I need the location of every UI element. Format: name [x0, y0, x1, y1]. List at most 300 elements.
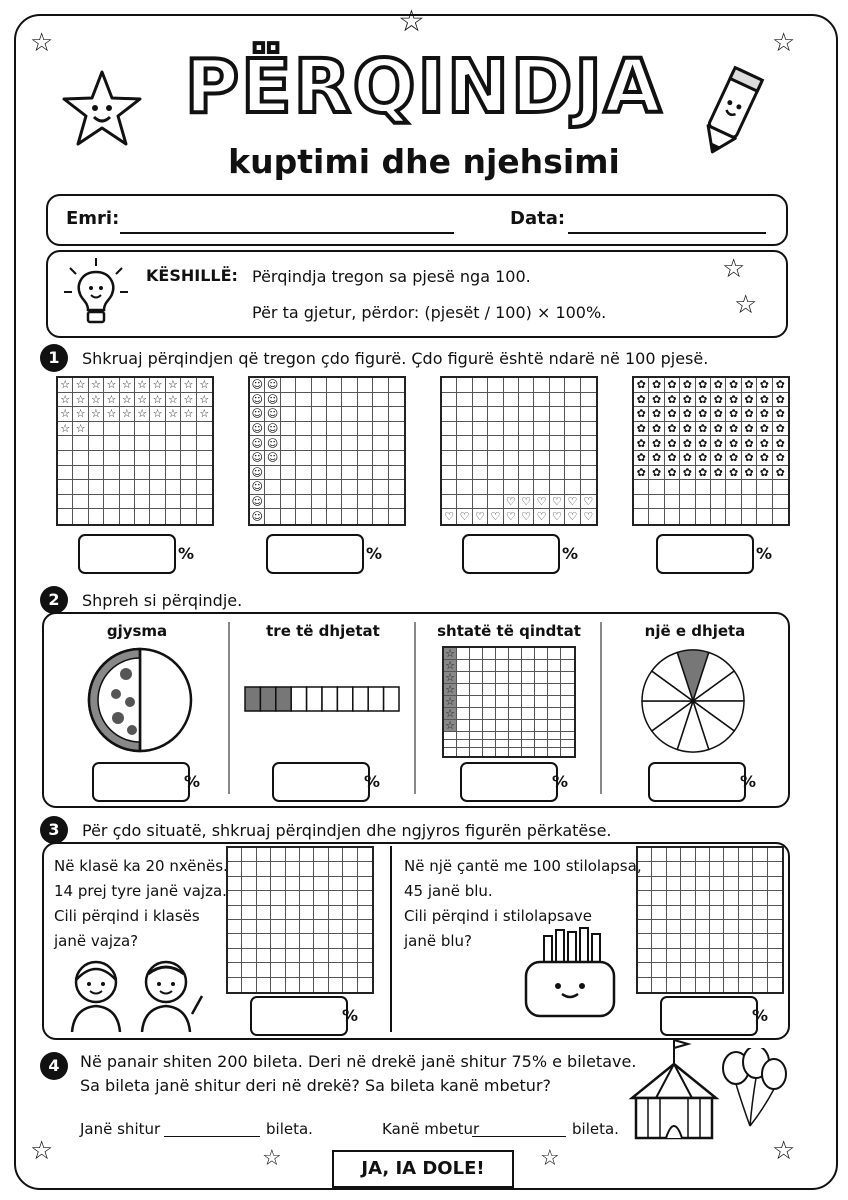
grid-cell	[519, 393, 534, 408]
grid-cell	[519, 451, 534, 466]
question-1-text: Shkruaj përqindjen që tregon çdo figurë. Çdo figurë është ndarë në 100 pjesë.	[82, 349, 709, 368]
grid-cell	[442, 466, 457, 481]
star-icon: ☆	[540, 1146, 560, 1171]
grid-cell	[470, 660, 483, 672]
grid-cell	[581, 451, 596, 466]
grid-cell	[470, 708, 483, 720]
grid-cell	[681, 920, 695, 934]
grid-cell	[768, 934, 782, 948]
grid-cell: ☆	[181, 393, 196, 408]
grid-cell	[496, 740, 509, 748]
grid-cell	[343, 920, 357, 934]
grid-cell	[696, 862, 710, 876]
grid-cell	[166, 466, 181, 481]
grid-cell: ☆	[181, 378, 196, 393]
grid-cell	[496, 672, 509, 684]
grid-cell: ✿	[680, 422, 695, 437]
grid-cell: ☆	[58, 407, 73, 422]
bar-segment	[307, 687, 322, 711]
grid-cell	[652, 920, 666, 934]
story-line: Në klasë ka 20 nxënës.	[54, 857, 228, 875]
grid-cell	[483, 672, 496, 684]
grid-cell	[535, 660, 548, 672]
grid-cell: ✿	[665, 407, 680, 422]
grid-cell	[470, 696, 483, 708]
grid-cell	[504, 407, 519, 422]
grid-cell	[265, 480, 280, 495]
grid-cell: ✿	[634, 466, 649, 481]
grid-cell	[281, 495, 296, 510]
grid-cell	[739, 949, 753, 963]
grid-cell	[343, 934, 357, 948]
grid-cell	[166, 480, 181, 495]
grid-cell: ✿	[742, 422, 757, 437]
divider	[414, 622, 416, 794]
grid-cell	[389, 393, 404, 408]
grid-cell	[312, 436, 327, 451]
grid-cell	[257, 862, 271, 876]
grid-cell	[73, 436, 88, 451]
grid-cell	[271, 877, 285, 891]
grid-cell: ☺	[265, 393, 280, 408]
grid-cell	[228, 862, 242, 876]
grid-cell	[680, 495, 695, 510]
bar-segment	[384, 687, 399, 711]
grid-cell: ✿	[726, 378, 741, 393]
grid-cell: ☺	[250, 436, 265, 451]
grid-cell	[197, 495, 212, 510]
page-subtitle: kuptimi dhe njehsimi	[228, 142, 620, 181]
grid-cell: ✿	[726, 436, 741, 451]
grid-cell	[296, 480, 311, 495]
grid-cell	[73, 509, 88, 524]
item-label-half: gjysma	[106, 622, 168, 640]
grid-cell	[442, 451, 457, 466]
grid-cell	[696, 480, 711, 495]
grid-cell	[496, 708, 509, 720]
grid-cell: ✿	[696, 422, 711, 437]
grid-cell	[389, 480, 404, 495]
grid-cell	[300, 848, 314, 862]
grid-cell	[314, 963, 328, 977]
grid-cell	[667, 862, 681, 876]
grid-cell	[681, 963, 695, 977]
grid-cell	[581, 393, 596, 408]
grid-cell	[296, 451, 311, 466]
grid-cell	[312, 466, 327, 481]
grid-cell	[519, 378, 534, 393]
grid-cell	[710, 906, 724, 920]
tip-heading: KËSHILLË:	[146, 266, 238, 285]
grid-cell	[768, 862, 782, 876]
grid-cell: ♡	[534, 509, 549, 524]
story-line: Cili përqind i stilolapsave	[404, 907, 593, 925]
grid-cell	[534, 436, 549, 451]
grid-cell: ☆	[89, 393, 104, 408]
star-icon: ☆	[734, 290, 758, 320]
grid-cell	[457, 732, 470, 740]
grid-cell	[329, 978, 343, 992]
grid-cell: ☆	[89, 407, 104, 422]
grid-cell	[535, 732, 548, 740]
grid-cell	[522, 740, 535, 748]
grid-cell: ✿	[680, 451, 695, 466]
grid-cell	[522, 732, 535, 740]
answer-box[interactable]	[92, 762, 190, 802]
star-icon: ☆	[30, 28, 54, 58]
grid-cell	[358, 466, 373, 481]
grid-cell	[509, 748, 522, 756]
story-line: 14 prej tyre janë vajza.	[54, 882, 227, 900]
grid-cell	[329, 877, 343, 891]
grid-cell	[358, 920, 372, 934]
grid-cell	[373, 407, 388, 422]
answer-box[interactable]	[656, 534, 754, 574]
grid-cell: ✿	[757, 378, 772, 393]
grid-cell	[565, 451, 580, 466]
grid-cell	[314, 978, 328, 992]
grid-cell: ✿	[680, 378, 695, 393]
grid-cell	[314, 934, 328, 948]
grid-cell	[768, 906, 782, 920]
page-title: PËRQINDJA	[184, 44, 664, 130]
grid-cell	[314, 862, 328, 876]
grid-cell: ☺	[250, 407, 265, 422]
grid-cell: ☆	[150, 378, 165, 393]
name-field[interactable]	[120, 232, 454, 234]
grid-cell: ♡	[534, 495, 549, 510]
grid-cell	[638, 891, 652, 905]
grid-cell	[488, 466, 503, 481]
grid-cell	[561, 696, 574, 708]
grid-cell	[181, 495, 196, 510]
percent-sign: %	[366, 544, 383, 563]
grid-cell	[343, 877, 357, 891]
grid-cell	[300, 963, 314, 977]
grid-cell	[535, 672, 548, 684]
grid-cell: ☆	[135, 407, 150, 422]
item-label-seven-hundredths: shtatë të qindtat	[437, 622, 581, 640]
star-icon: ☆	[722, 254, 746, 284]
grid-cell	[457, 436, 472, 451]
sold-answer-field[interactable]	[164, 1136, 260, 1137]
grid-cell: ✿	[711, 466, 726, 481]
grid-cell: ✿	[726, 466, 741, 481]
percent-sign: %	[364, 772, 381, 791]
grid-cell	[496, 648, 509, 660]
grid-cell	[343, 891, 357, 905]
grid-cell	[104, 509, 119, 524]
grid-cell	[535, 684, 548, 696]
grid-cell	[681, 891, 695, 905]
grid-cell	[358, 949, 372, 963]
grid-cell	[534, 422, 549, 437]
grid-cell	[667, 920, 681, 934]
grid-cell	[242, 978, 256, 992]
grid-cell: ✿	[680, 436, 695, 451]
grid-cell: ✿	[696, 451, 711, 466]
grid-cell	[681, 877, 695, 891]
grid-cell	[581, 466, 596, 481]
question-number: 2	[40, 586, 68, 614]
grid-cell	[561, 648, 574, 660]
question-2-text: Shpreh si përqindje.	[82, 591, 243, 610]
grid-cell	[329, 862, 343, 876]
grid-cell	[509, 732, 522, 740]
grid-cell: ✿	[742, 378, 757, 393]
grid-cell	[104, 466, 119, 481]
grid-cell	[358, 848, 372, 862]
grid-cell	[281, 393, 296, 408]
grid-cell	[181, 466, 196, 481]
pie-tenths	[640, 648, 746, 754]
grid-cell	[312, 480, 327, 495]
item-label-three-tenths: tre të dhjetat	[266, 622, 380, 640]
grid-cell	[228, 877, 242, 891]
grid-cell	[286, 906, 300, 920]
grid-cell	[265, 495, 280, 510]
grid-cell	[652, 862, 666, 876]
percent-sign: %	[178, 544, 195, 563]
grid-cell: ☆	[181, 407, 196, 422]
remaining-label: Kanë mbetur	[382, 1120, 480, 1138]
answer-box[interactable]	[462, 534, 560, 574]
grid-cell	[522, 708, 535, 720]
grid-cell	[296, 407, 311, 422]
grid-cell	[73, 480, 88, 495]
answer-box[interactable]	[460, 762, 558, 802]
grid-cell: ♡	[550, 509, 565, 524]
grid-cell	[768, 949, 782, 963]
grid-cell	[504, 451, 519, 466]
grid-cell	[496, 720, 509, 732]
grid-cell	[73, 495, 88, 510]
grid-cell	[281, 378, 296, 393]
grid-cell: ✿	[649, 378, 664, 393]
grid-cell	[271, 934, 285, 948]
grid-cell: ☺	[250, 495, 265, 510]
grid-cell	[358, 422, 373, 437]
grid-cell	[548, 672, 561, 684]
grid-cell: ✿	[649, 451, 664, 466]
grid-cell	[150, 451, 165, 466]
grid-cell	[509, 648, 522, 660]
grid-cell	[257, 848, 271, 862]
grid-cell	[442, 378, 457, 393]
grid-cell	[181, 422, 196, 437]
grid-cell: ✿	[711, 436, 726, 451]
circus-tent-icon	[624, 1036, 724, 1142]
grid-cell	[271, 963, 285, 977]
grid-cell	[444, 732, 457, 740]
grid-cell	[522, 648, 535, 660]
grid-cell	[711, 509, 726, 524]
grid-cell	[652, 848, 666, 862]
bar-segment	[291, 687, 306, 711]
remaining-answer-field[interactable]	[472, 1136, 566, 1137]
grid-cell	[442, 495, 457, 510]
grid-cell	[358, 906, 372, 920]
date-field[interactable]	[568, 232, 766, 234]
bar-segment	[245, 687, 260, 711]
grid-cell	[358, 480, 373, 495]
empty-hundred-grid[interactable]	[636, 846, 784, 994]
grid-cell	[534, 466, 549, 481]
grid-cell	[561, 708, 574, 720]
grid-cell	[314, 920, 328, 934]
grid-cell	[373, 451, 388, 466]
grid-cell	[457, 660, 470, 672]
grid-cell	[739, 934, 753, 948]
story-line: janë blu?	[404, 932, 473, 950]
grid-cell	[548, 696, 561, 708]
grid-cell	[496, 660, 509, 672]
grid-cell	[271, 862, 285, 876]
grid-cell	[327, 466, 342, 481]
grid-cell	[457, 451, 472, 466]
pizza-half-icon	[86, 646, 194, 754]
grid-cell	[242, 920, 256, 934]
grid-cell	[665, 480, 680, 495]
grid-cell	[535, 740, 548, 748]
grid-cell	[649, 495, 664, 510]
grid-cell	[120, 436, 135, 451]
grid-cell	[342, 495, 357, 510]
grid-cell	[696, 920, 710, 934]
grid-cell	[327, 378, 342, 393]
grid-cell	[550, 451, 565, 466]
grid-cell	[373, 495, 388, 510]
grid-cell	[535, 748, 548, 756]
grid-cell	[470, 720, 483, 732]
lightbulb-icon	[62, 256, 130, 330]
grid-cell	[535, 708, 548, 720]
grid-cell	[442, 393, 457, 408]
grid-cell	[724, 891, 738, 905]
grid-cell	[150, 422, 165, 437]
grid-cell: ✿	[711, 451, 726, 466]
grid-cell	[442, 480, 457, 495]
grid-cell: ✿	[742, 451, 757, 466]
grid-cell: ♡	[504, 495, 519, 510]
bar-segment	[322, 687, 337, 711]
grid-cell	[667, 978, 681, 992]
empty-hundred-grid[interactable]	[226, 846, 374, 994]
grid-cell	[281, 509, 296, 524]
grid-cell	[358, 877, 372, 891]
grid-cell	[327, 422, 342, 437]
grid-cell	[768, 963, 782, 977]
grid-cell	[496, 684, 509, 696]
grid-cell	[680, 480, 695, 495]
grid-cell	[739, 862, 753, 876]
grid-cell	[281, 436, 296, 451]
grid-cell	[342, 451, 357, 466]
grid-cell: ✿	[634, 378, 649, 393]
grid-cell	[652, 877, 666, 891]
grid-cell: ✿	[649, 393, 664, 408]
grid-cell	[726, 480, 741, 495]
grid-cell	[389, 407, 404, 422]
grid-cell	[120, 480, 135, 495]
grid-cell	[312, 422, 327, 437]
grid-cell	[638, 934, 652, 948]
answer-box[interactable]	[648, 762, 746, 802]
grid-cell	[457, 748, 470, 756]
grid-cell	[358, 436, 373, 451]
grid-cell: ☆	[120, 378, 135, 393]
star-icon: ☆	[262, 1146, 282, 1171]
grid-cell	[58, 466, 73, 481]
grid-cell	[296, 378, 311, 393]
answer-box[interactable]	[272, 762, 370, 802]
grid-cell	[519, 480, 534, 495]
grid-cell	[483, 748, 496, 756]
grid-cell	[296, 495, 311, 510]
star-icon: ☆	[398, 4, 425, 39]
grid-cell	[726, 509, 741, 524]
grid-cell	[753, 862, 767, 876]
grid-cell	[638, 906, 652, 920]
grid-cell: ✿	[665, 466, 680, 481]
grid-cell	[649, 509, 664, 524]
grid-cell: ✿	[696, 378, 711, 393]
grid-cell	[724, 934, 738, 948]
grid-cell	[73, 451, 88, 466]
grid-cell	[358, 978, 372, 992]
grid-cell	[343, 848, 357, 862]
answer-box[interactable]	[266, 534, 364, 574]
grid-cell	[329, 906, 343, 920]
grid-cell	[228, 906, 242, 920]
grid-cell	[649, 480, 664, 495]
grid-cell	[483, 740, 496, 748]
grid-cell	[58, 495, 73, 510]
grid-cell	[343, 978, 357, 992]
grid-cell	[652, 906, 666, 920]
grid-cell: ☆	[58, 422, 73, 437]
grid-cell: ✿	[757, 451, 772, 466]
answer-box[interactable]	[660, 996, 758, 1036]
grid-cell	[710, 891, 724, 905]
grid-cell	[314, 848, 328, 862]
grid-cell	[638, 978, 652, 992]
grid-cell	[389, 436, 404, 451]
grid-cell: ✿	[711, 378, 726, 393]
grid-cell	[281, 407, 296, 422]
story-left	[54, 854, 228, 954]
bar-segment	[276, 687, 291, 711]
grid-cell	[504, 436, 519, 451]
grid-cell	[483, 696, 496, 708]
grid-cell	[548, 740, 561, 748]
answer-box[interactable]	[250, 996, 348, 1036]
grid-cell	[739, 891, 753, 905]
grid-cell	[135, 495, 150, 510]
grid-cell	[667, 877, 681, 891]
grid-cell	[768, 877, 782, 891]
grid-cell	[548, 684, 561, 696]
grid-cell	[58, 451, 73, 466]
grid-cell	[327, 451, 342, 466]
answer-box[interactable]	[78, 534, 176, 574]
grid-cell	[534, 451, 549, 466]
grid-cell	[265, 466, 280, 481]
grid-cell	[548, 732, 561, 740]
grid-cell	[509, 696, 522, 708]
grid-cell	[197, 451, 212, 466]
grid-cell	[358, 451, 373, 466]
